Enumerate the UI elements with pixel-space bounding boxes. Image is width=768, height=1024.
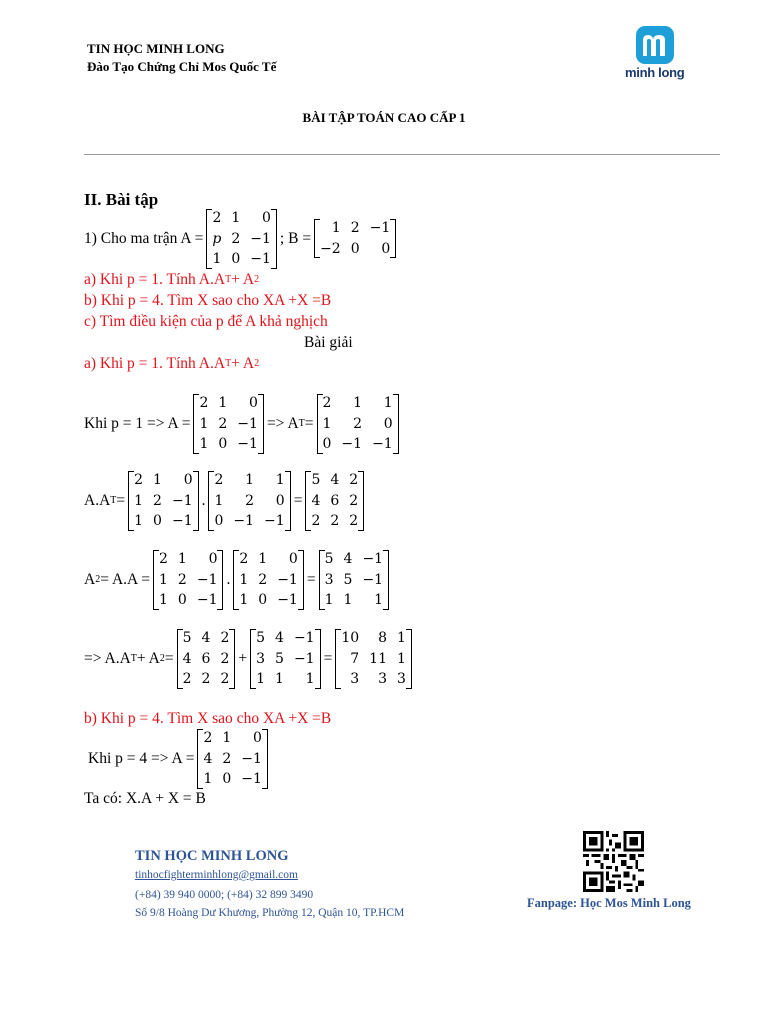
part-a-label: a) Khi p = 1. Tính A.A T + A 2: [84, 355, 260, 372]
matrix-cell: −1: [196, 592, 218, 608]
step3-matrix-2: [233, 549, 303, 611]
divider: [84, 154, 720, 155]
matrix-cell: 1: [231, 210, 241, 226]
step3-prefix-rest: = A.A =: [100, 570, 150, 588]
matrix-cell: 1: [258, 551, 268, 567]
matrix-cell: 4: [311, 492, 321, 509]
matrix-cell: 2: [222, 750, 232, 767]
part-a-text: a) Khi p = 1. Tính A.A: [84, 355, 226, 372]
matrix-cell: 0: [208, 551, 218, 567]
matrix-A: [206, 208, 277, 270]
equals: =: [304, 414, 314, 432]
step4-row: => A.A T + A 2 = 5 4 2 4 6 2 2 2 2 + 5 4 −1 3 5 −1 1 1 1 = 10 8 1 7 11 1 3 3 3: [84, 628, 415, 690]
matrix-cell: 0: [153, 513, 162, 529]
matrix-cell: 4: [203, 750, 213, 767]
step4-matrix-2: [250, 628, 320, 690]
matrix-cell: 3: [378, 671, 387, 687]
matrix-cell: 3: [350, 671, 360, 687]
matrix-cell: 1: [199, 415, 209, 432]
footer-address: Số 9/8 Hoàng Dư Khương, Phường 12, Quận 10, TP.HCM: [135, 907, 405, 919]
step2-row: A.A T = 2 1 0 1 2 −1 1 0 −1 . 2 1 1 1 2 0 0 −1 −1 = 5 4 2 4 6 2 2 2 2: [84, 470, 367, 532]
matrix-cell: 0: [231, 251, 241, 267]
matrix-cell: 2: [350, 220, 360, 237]
matrix-cell: 5: [343, 571, 353, 588]
step3-result: [319, 549, 389, 611]
matrix-cell: 2: [231, 230, 241, 247]
matrix-cell: 2: [159, 551, 168, 567]
matrix-cell: 0: [288, 551, 298, 567]
problem-statement: [84, 208, 399, 270]
matrix-cell: −1: [196, 571, 218, 588]
equals: =: [116, 491, 126, 509]
footer-email-link[interactable]: tinhocfighterminhlong@gmail.com: [135, 869, 298, 881]
matrix-cell: 4: [201, 630, 211, 646]
step3-prefix: A: [84, 570, 96, 588]
equals: =: [323, 649, 333, 667]
matrix-cell: 5: [324, 551, 334, 567]
matrix-cell: 2: [245, 492, 255, 509]
matrix-cell: 1: [324, 592, 334, 608]
fanpage-label: Fanpage: Học Mos Minh Long: [527, 896, 691, 910]
matrix-cell: 2: [203, 730, 213, 746]
matrix-cell: 2: [201, 671, 211, 687]
matrix-cell: p: [212, 230, 222, 247]
matrix-cell: 8: [378, 630, 387, 646]
matrix-cell: −1: [241, 771, 262, 787]
matrix-cell: 0: [383, 415, 393, 432]
matrix-cell: −1: [341, 436, 363, 452]
matrix-B: [314, 218, 396, 259]
matrix-cell: −1: [250, 251, 271, 267]
matrix-cell: 1: [397, 630, 406, 646]
matrix-cell: 2: [134, 472, 144, 488]
step4-prefix: => A.A: [84, 649, 131, 667]
matrix-cell: 5: [182, 630, 192, 646]
conclusion: Ta có: X.A + X = B: [84, 790, 206, 807]
matrix-cell: 1: [353, 395, 363, 411]
solution-title: Bài giải: [304, 334, 353, 351]
step5-row: [88, 728, 271, 790]
matrix-cell: −1: [372, 436, 393, 452]
matrix-cell: 2: [349, 492, 359, 509]
step1-matrix-AT: [317, 393, 399, 455]
matrix-cell: 2: [153, 492, 162, 509]
matrix-cell: −1: [293, 650, 315, 667]
step1-mid: => A: [266, 414, 299, 432]
minh-long-logo: [623, 26, 695, 84]
matrix-cell: 2: [239, 551, 249, 567]
matrix-cell: 0: [222, 771, 232, 787]
matrix-cell: 2: [311, 513, 321, 529]
matrix-cell: 2: [218, 415, 228, 432]
step2-matrix-2: [208, 470, 290, 532]
matrix-cell: 11: [369, 650, 387, 667]
step1-matrix-A: [193, 393, 263, 455]
matrix-cell: 5: [256, 630, 266, 646]
matrix-cell: 2: [220, 671, 230, 687]
matrix-cell: 2: [177, 571, 187, 588]
matrix-cell: −1: [362, 571, 384, 588]
matrix-cell: 3: [397, 671, 406, 687]
matrix-cell: 1: [222, 730, 232, 746]
question-a-text: a) Khi p = 1. Tính A.A: [84, 271, 226, 288]
matrix-cell: 2: [212, 210, 222, 226]
matrix-cell: 1: [134, 513, 144, 529]
matrix-cell: −1: [293, 630, 315, 646]
plus-operator: +: [238, 649, 248, 667]
step2-prefix: A.A: [84, 491, 111, 509]
matrix-cell: 10: [341, 630, 360, 646]
matrix-cell: 4: [330, 472, 340, 488]
matrix-cell: 0: [218, 436, 228, 452]
matrix-cell: 1: [153, 472, 162, 488]
matrix-cell: 1: [343, 592, 353, 608]
matrix-cell: 0: [381, 240, 391, 257]
part-b-label: b) Khi p = 4. Tìm X sao cho XA +X =B: [84, 710, 332, 727]
question-c: c) Tìm điều kiện của p để A khả nghịch: [84, 313, 328, 330]
matrix-cell: 1: [212, 251, 222, 267]
matrix-cell: 1: [245, 472, 255, 488]
step4-prefix-mid: + A: [136, 649, 160, 667]
question-a: a) Khi p = 1. Tính A.A T + A 2: [84, 271, 260, 288]
logo-text: minh long: [625, 65, 685, 80]
matrix-cell: 1: [199, 436, 209, 452]
matrix-cell: −1: [171, 492, 193, 509]
matrix-cell: 1: [218, 395, 228, 411]
matrix-cell: 5: [275, 650, 284, 667]
matrix-cell: 0: [177, 592, 187, 608]
matrix-cell: 1: [159, 571, 168, 588]
step1-prefix: Khi p = 1 => A =: [84, 414, 191, 432]
step4-result: [335, 628, 412, 690]
matrix-cell: 0: [214, 513, 224, 529]
matrix-cell: 7: [350, 650, 360, 667]
matrix-cell: 2: [349, 472, 359, 488]
matrix-cell: 0: [275, 492, 285, 509]
matrix-cell: 1: [159, 592, 168, 608]
matrix-cell: 0: [183, 472, 193, 488]
matrix-cell: −1: [362, 551, 384, 567]
matrix-cell: 1: [239, 571, 249, 588]
matrix-cell: 6: [330, 492, 340, 509]
section-title: II. Bài tập: [84, 190, 159, 209]
equals: =: [293, 491, 303, 509]
matrix-cell: 4: [275, 630, 284, 646]
step4-matrix-1: [177, 628, 236, 690]
step5-prefix: Khi p = 4 => A =: [88, 749, 195, 767]
qr-code-icon: [583, 831, 644, 892]
matrix-cell: 1: [275, 671, 284, 687]
matrix-cell: 1: [275, 472, 285, 488]
matrix-cell: −1: [241, 750, 262, 767]
matrix-cell: 2: [349, 513, 359, 529]
step2-matrix-1: [128, 470, 198, 532]
matrix-cell: 3: [256, 650, 266, 667]
problem-prefix: 1) Cho ma trận A =: [84, 229, 204, 247]
step5-matrix-A: [197, 728, 267, 790]
matrix-cell: −1: [277, 571, 298, 588]
matrix-cell: 2: [220, 630, 230, 646]
matrix-cell: 2: [258, 571, 268, 588]
matrix-cell: 2: [330, 513, 340, 529]
matrix-cell: 0: [253, 730, 262, 746]
matrix-cell: 0: [262, 210, 271, 226]
matrix-cell: 2: [353, 415, 363, 432]
part-a-mid: + A: [231, 355, 255, 372]
matrix-cell: −1: [277, 592, 298, 608]
step3-row: A 2 = A.A = 2 1 0 1 2 −1 1 0 −1 . 2 1 0 1 2 −1 1 0 −1 = 5 4 −1 3 5 −1 1 1 1: [84, 549, 392, 611]
step2-result: [305, 470, 364, 532]
matrix-cell: 1: [397, 650, 406, 667]
matrix-cell: −1: [237, 415, 258, 432]
matrix-cell: 1: [305, 671, 315, 687]
step1-row: Khi p = 1 => A = 2 1 0 1 2 −1 1 0 −1 => A T = 2 1 1 1 2 0 0 −1 −1: [84, 393, 402, 455]
document-title: BÀI TẬP TOÁN CAO CẤP 1: [302, 110, 466, 125]
matrix-cell: 0: [322, 436, 332, 452]
matrix-cell: −1: [264, 513, 285, 529]
matrix-cell: 6: [201, 650, 211, 667]
matrix-cell: 2: [322, 395, 332, 411]
question-a-mid: + A: [231, 271, 255, 288]
company-name: TIN HỌC MINH LONG: [87, 41, 225, 56]
matrix-cell: 1: [331, 220, 341, 237]
matrix-cell: −1: [250, 230, 271, 247]
matrix-cell: 0: [249, 395, 258, 411]
footer-company-name: TIN HỌC MINH LONG: [135, 848, 289, 864]
matrix-cell: −1: [233, 513, 255, 529]
matrix-cell: 1: [214, 492, 224, 509]
question-b: b) Khi p = 4. Tìm X sao cho XA +X =B: [84, 292, 332, 309]
matrix-cell: 1: [374, 592, 384, 608]
matrix-cell: 4: [182, 650, 192, 667]
step3-matrix-1: [153, 549, 223, 611]
matrix-cell: 5: [311, 472, 321, 488]
equals: =: [306, 570, 316, 588]
matrix-cell: 1: [322, 415, 332, 432]
matrix-cell: 1: [383, 395, 393, 411]
matrix-cell: 2: [220, 650, 230, 667]
matrix-cell: 1: [134, 492, 144, 509]
matrix-cell: −1: [369, 220, 391, 237]
equals: =: [164, 649, 174, 667]
dot-operator: .: [201, 491, 206, 509]
dot-operator: .: [226, 570, 231, 588]
company-tagline: Đào Tạo Chứng Chỉ Mos Quốc Tế: [87, 59, 277, 74]
matrix-cell: 4: [343, 551, 353, 567]
footer-phone: (+84) 39 940 0000; (+84) 32 899 3490: [135, 889, 314, 901]
matrix-cell: 2: [199, 395, 209, 411]
matrix-cell: 0: [350, 240, 360, 257]
matrix-cell: −1: [171, 513, 193, 529]
matrix-cell: 1: [239, 592, 249, 608]
matrix-cell: 1: [177, 551, 187, 567]
matrix-cell: −2: [320, 240, 341, 257]
matrix-cell: 2: [182, 671, 192, 687]
matrix-cell: −1: [237, 436, 258, 452]
matrix-cell: 2: [214, 472, 224, 488]
matrix-cell: 1: [203, 771, 213, 787]
matrix-cell: 0: [258, 592, 268, 608]
matrix-cell: 1: [256, 671, 266, 687]
problem-mid: ; B =: [279, 229, 312, 247]
matrix-cell: 3: [324, 571, 334, 588]
